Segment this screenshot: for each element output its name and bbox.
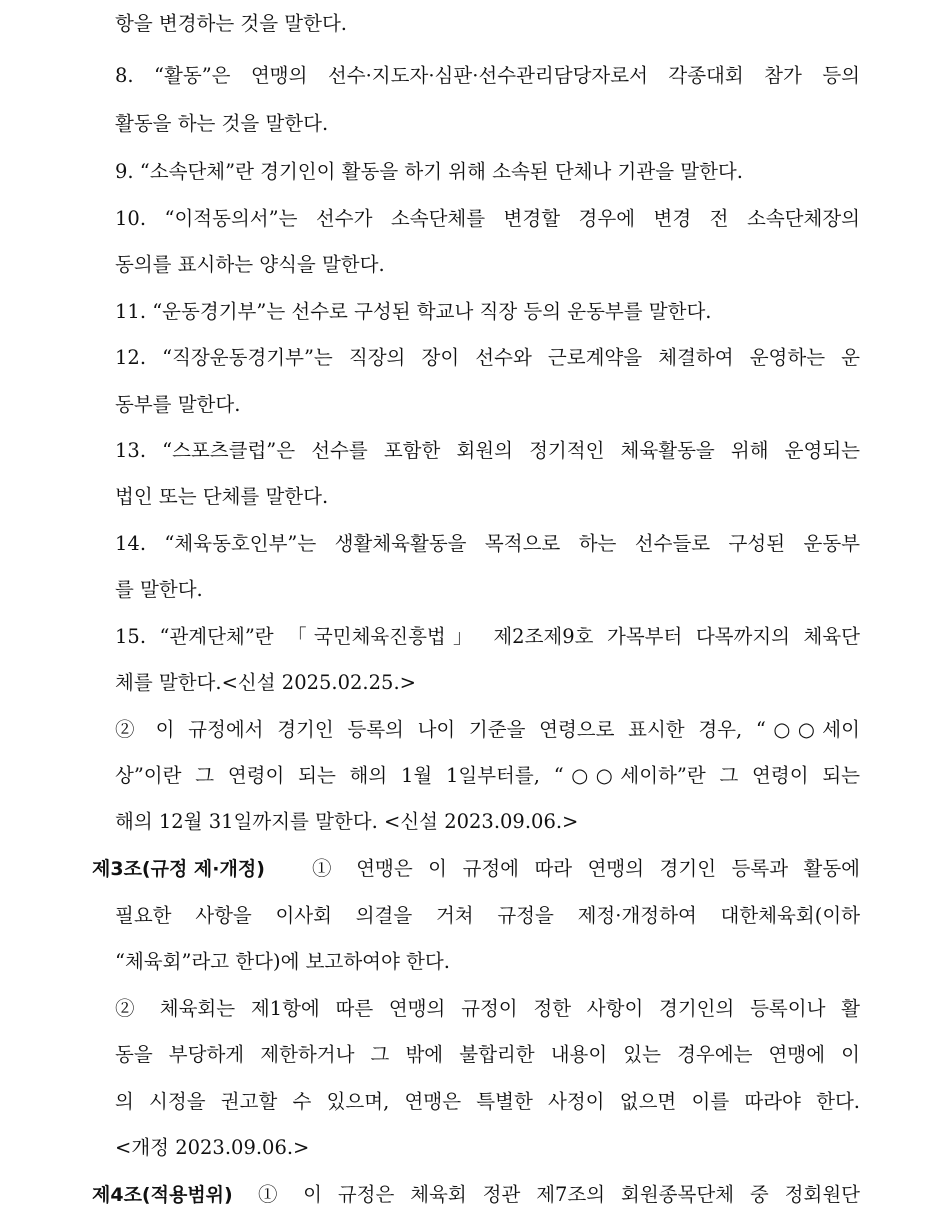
text-line: 동을 부당하게 제한하거나 그 밖에 불합리한 내용이 있는 경우에는 연맹에 이 xyxy=(115,1043,860,1066)
text-line: 법인 또는 단체를 말한다. xyxy=(115,485,329,508)
text-line: 14. “체육동호인부”는 생활체육활동을 목적으로 하는 선수들로 구성된 운동부 xyxy=(115,532,860,555)
text-line: 의 시정을 권고할 수 있으며, 연맹은 특별한 사정이 없으면 이를 따라야 한다. xyxy=(115,1090,860,1113)
text-line: 해의 12월 31일까지를 말한다. <신설 2023.09.06.> xyxy=(115,810,579,833)
article-4-title: 제4조(적용범위) xyxy=(92,1184,233,1206)
text-line: ① 연맹은 이 규정에 따라 연맹의 경기인 등록과 활동에 xyxy=(312,857,860,880)
text-line: 13. “스포츠클럽”은 선수를 포함한 회원의 정기적인 체육활동을 위해 운영되는 xyxy=(115,439,860,462)
text-line: “체육회”라고 한다)에 보고하여야 한다. xyxy=(115,950,450,973)
text-line: ② 체육회는 제1항에 따른 연맹의 규정이 정한 사항이 경기인의 등록이나 활 xyxy=(115,997,860,1020)
text-line: 동의를 표시하는 양식을 말한다. xyxy=(115,253,385,276)
text-line: 10. “이적동의서”는 선수가 소속단체를 변경할 경우에 변경 전 소속단체장의 xyxy=(115,207,860,230)
text-line: <개정 2023.09.06.> xyxy=(115,1136,310,1159)
text-line: 를 말한다. xyxy=(115,578,203,601)
text-line: 15. “관계단체”란 「국민체육진흥법」 제2조제9호 가목부터 다목까지의 체육단 xyxy=(115,625,860,648)
text-line: 8. “활동”은 연맹의 선수·지도자·심판·선수관리담당자로서 각종대회 참가 등의 xyxy=(115,64,860,87)
text-line: 9. “소속단체”란 경기인이 활동을 하기 위해 소속된 단체나 기관을 말한다. xyxy=(115,160,743,183)
text-line: 체를 말한다.<신설 2025.02.25.> xyxy=(115,671,416,694)
text-line: 12. “직장운동경기부”는 직장의 장이 선수와 근로계약을 체결하여 운영하는 운 xyxy=(115,346,860,369)
text-line: 항을 변경하는 것을 말한다. xyxy=(115,12,348,35)
text-line: 11. “운동경기부”는 선수로 구성된 학교나 직장 등의 운동부를 말한다. xyxy=(115,300,712,323)
text-line: 상”이란 그 연령이 되는 해의 1월 1일부터를, “○○세이하”란 그 연령이 되는 xyxy=(115,764,860,787)
text-line: ① 이 규정은 체육회 정관 제7조의 회원종목단체 중 정회원단 xyxy=(258,1183,860,1206)
article-3-title: 제3조(규정 제·개정) xyxy=(92,858,265,880)
text-line: 동부를 말한다. xyxy=(115,393,241,416)
text-line: 활동을 하는 것을 말한다. xyxy=(115,112,329,135)
text-line: ② 이 규정에서 경기인 등록의 나이 기준을 연령으로 표시한 경우, “○○세이 xyxy=(115,718,860,741)
text-line: 필요한 사항을 이사회 의결을 거쳐 규정을 제정·개정하여 대한체육회(이하 xyxy=(115,904,860,927)
